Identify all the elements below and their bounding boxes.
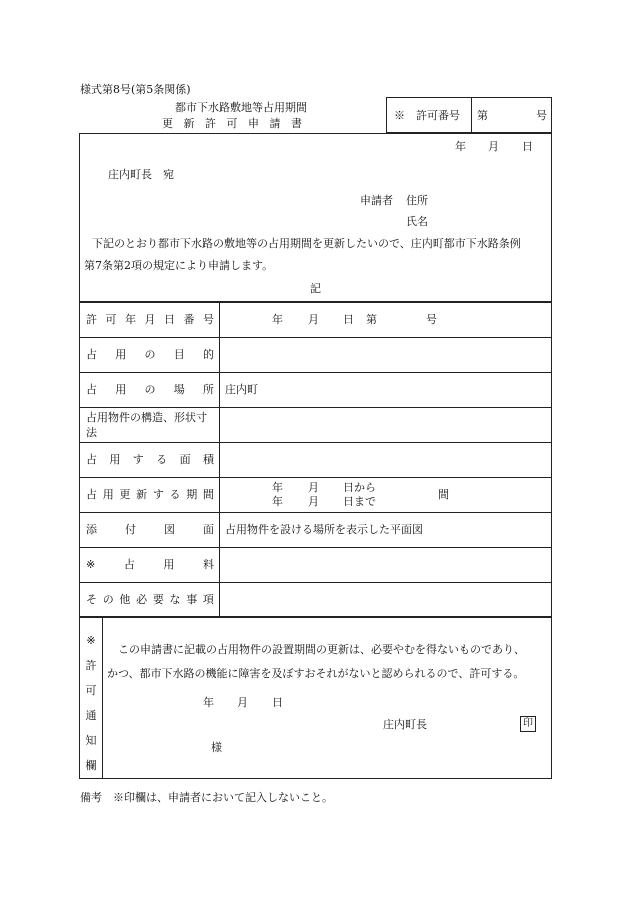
period-from-day[interactable]: 日から <box>343 481 376 494</box>
permit-notice-vertical-label: ※ 許 可 通 知 欄 <box>85 634 97 772</box>
application-section <box>79 133 552 302</box>
period-from-year[interactable]: 年 <box>272 481 283 494</box>
row-label-purpose: 占 用 の 目 的 <box>86 348 214 361</box>
permit-notice-section <box>79 617 552 779</box>
notice-mayor: 庄内町長 <box>383 718 427 731</box>
body-text-line2: 第7条第2項の規定により申請します。 <box>84 259 274 272</box>
name-label: 氏名 <box>406 215 428 228</box>
body-text-line1: 下記のとおり都市下水路の敷地等の占用期間を更新したいので、庄内町都市下水路条例 <box>92 237 521 250</box>
row-label-area: 占 用 す る 面 積 <box>86 453 214 466</box>
form-title-line2: 更 新 許 可 申 請 書 <box>162 117 302 130</box>
period-to-year[interactable]: 年 <box>272 495 283 508</box>
permit-date-month[interactable]: 月 <box>308 313 319 326</box>
permit-number-go: 号 <box>536 109 547 122</box>
date-year: 年 <box>455 140 466 153</box>
row-label-attached-drawing: 添 付 図 面 <box>86 523 214 536</box>
permit-number-dai[interactable]: 第 <box>477 109 488 122</box>
permit-date-day[interactable]: 日 <box>343 313 354 326</box>
row-label-other-matters: そ の 他 必 要 な 事 項 <box>86 593 214 606</box>
notice-date-day: 日 <box>272 696 283 709</box>
period-kan: 間 <box>438 488 449 501</box>
attached-drawing-value[interactable]: 占用物件を設ける場所を表示した平面図 <box>225 523 423 536</box>
date-month: 月 <box>488 140 499 153</box>
notice-text-line2: かつ、都市下水路の機能に障害を及ぼすおそれがないと認められるので、許可する。 <box>107 667 525 680</box>
notice-date-month: 月 <box>237 696 248 709</box>
remarks-note: 備考 ※印欄は、申請者において記入しないこと。 <box>80 791 333 804</box>
ki-label: 記 <box>310 282 321 295</box>
period-from-month[interactable]: 月 <box>308 481 319 494</box>
row-label-structure: 占用物件の構造、形状寸法 <box>86 411 207 439</box>
date-day: 日 <box>522 140 533 153</box>
form-title-line1: 都市下水路敷地等占用期間 <box>175 101 307 114</box>
address-label: 住所 <box>406 194 428 207</box>
notice-text-line1: この申請書に記載の占用物件の設置期間の更新は、必要やむを得ないものであり、 <box>118 643 525 656</box>
row-label-location: 占 用 の 場 所 <box>86 383 214 396</box>
permit-number-label: ※ 許可番号 <box>394 109 460 122</box>
form-number-label: 様式第8号(第5条関係) <box>80 83 191 96</box>
row-label-fee: ※ 占 用 料 <box>86 558 214 571</box>
notice-sama: 様 <box>211 741 222 754</box>
period-to-month[interactable]: 月 <box>308 495 319 508</box>
row-label-renewal-period: 占 用 更 新 す る 期 間 <box>86 488 214 501</box>
permit-date-year[interactable]: 年 <box>272 313 283 326</box>
seal-mark: 印 <box>520 716 536 732</box>
notice-date-year: 年 <box>203 696 214 709</box>
applicant-label: 申請者 <box>360 194 393 207</box>
addressee: 庄内町長 宛 <box>108 168 174 181</box>
permit-date-go: 号 <box>426 313 437 326</box>
permit-date-dai[interactable]: 第 <box>366 313 377 326</box>
period-to-day[interactable]: 日まで <box>343 495 376 508</box>
location-value[interactable]: 庄内町 <box>225 383 258 396</box>
row-label-permit-date-number: 許 可 年 月 日 番 号 <box>86 313 214 326</box>
